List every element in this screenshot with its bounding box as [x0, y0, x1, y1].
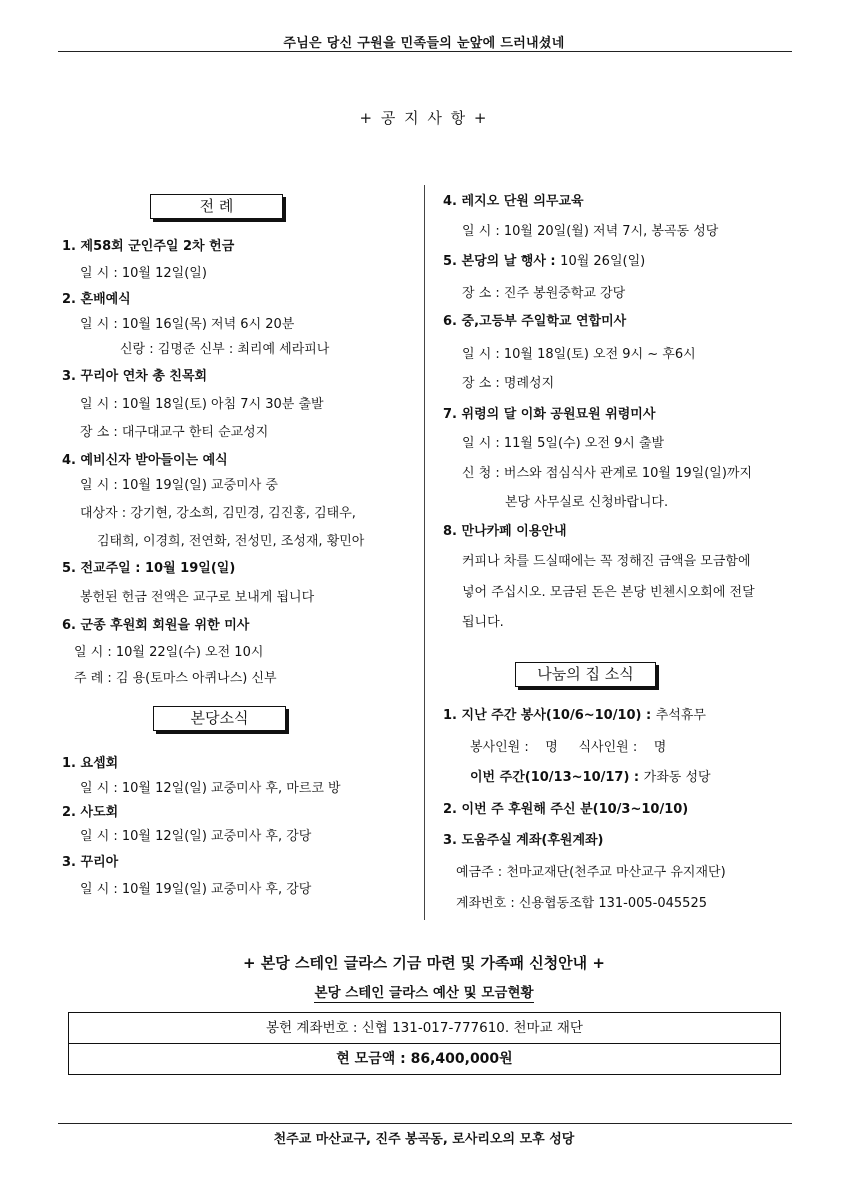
fund-account-row: 봉헌 계좌번호 : 신협 131-017-777610. 천마교 재단: [69, 1013, 780, 1044]
footer-parish-name: 천주교 마산교구, 진주 봉곡동, 로사리오의 모후 성당: [273, 1132, 575, 1147]
parish-item-3-line: 일 시 : 10월 19일(일) 교중미사 후, 강당: [80, 882, 312, 897]
right-item-6-line-2: 장 소 : 명례성지: [462, 376, 555, 391]
sharing-item-1-title: [443, 704, 706, 723]
left-item-2-line-2: 신랑 : 김명준 신부 : 최리예 세라피나: [120, 342, 330, 357]
left-item-6-title: 6. 군종 후원회 회원을 위한 미사: [62, 618, 250, 633]
parish-item-2-line: 일 시 : 10월 12일(일) 교중미사 후, 강당: [80, 829, 312, 844]
right-item-5-label: 5. 본당의 날 행사 :: [443, 254, 561, 269]
right-item-8-line-3: 됩니다.: [462, 615, 504, 630]
sharing-item-1-label: 1. 지난 주간 봉사(10/6~10/10) :: [443, 708, 656, 723]
sharing-item-1-line-1: 봉사인원 : 명 식사인원 : 명: [470, 740, 667, 755]
left-item-1-title: 1. 제58회 군인주일 2차 헌금: [62, 239, 235, 254]
left-item-5-title: 5. 전교주일 : 10월 19일(일): [62, 561, 236, 576]
left-item-1-line: 일 시 : 10월 12일(일): [80, 266, 207, 281]
parish-item-1-line: 일 시 : 10월 12일(일) 교중미사 후, 마르코 방: [80, 781, 341, 796]
right-item-7-line-2: 신 청 : 버스와 점심식사 관계로 10월 19일(일)까지: [462, 466, 753, 481]
right-item-7-line-3: 본당 사무실로 신청바랍니다.: [505, 495, 669, 510]
left-item-4-line-3: 김태희, 이경희, 전연화, 전성민, 조성재, 황민아: [97, 534, 365, 549]
left-item-3-line-1: 일 시 : 10월 18일(토) 아침 7시 30분 출발: [80, 397, 324, 412]
right-item-8-line-2: 넣어 주십시오. 모금된 돈은 본당 빈첸시오회에 전달: [462, 585, 755, 600]
sharing-item-1-value: 추석휴무: [655, 708, 706, 723]
fund-subtitle-text: 본당 스테인 글라스 예산 및 모금현황: [314, 985, 534, 1001]
bulletin-header-verse: 주님은 당신 구원을 민족들의 눈앞에 드러내셨네: [283, 36, 565, 51]
left-item-2-title: 2. 혼배예식: [62, 292, 131, 307]
right-item-7-title: 7. 위령의 달 이화 공원묘원 위령미사: [443, 407, 656, 422]
fund-subtitle: [0, 981, 848, 1001]
fund-total-row: 현 모금액 : 86,400,000원: [336, 1051, 513, 1067]
sharing-item-3-title: 3. 도움주실 계좌(후원계좌): [443, 833, 604, 848]
sharing-item-2-title: 2. 이번 주 후원해 주신 분(10/3~10/10): [443, 802, 689, 817]
left-item-4-line-2: 대상자 : 강기현, 강소희, 김민경, 김진홍, 김태우,: [80, 506, 356, 521]
left-item-3-title: 3. 꾸리아 연차 총 친목회: [62, 369, 208, 384]
fund-announcement-title: + 본당 스테인 글라스 기금 마련 및 가족패 신청안내 +: [243, 954, 605, 972]
right-item-4-title: 4. 레지오 단원 의무교육: [443, 194, 584, 209]
right-item-6-title: 6. 중,고등부 주일학교 연합미사: [443, 314, 627, 329]
right-item-7-line-1: 일 시 : 11월 5일(수) 오전 9시 출발: [462, 436, 665, 451]
right-item-5-line: 장 소 : 진주 봉원중학교 강당: [462, 286, 626, 301]
left-item-6-line-2: 주 례 : 김 용(토마스 아퀴나스) 신부: [74, 671, 277, 686]
left-item-2-line-1: 일 시 : 10월 16일(목) 저녁 6시 20분: [80, 317, 295, 332]
sharing-item-3-line-1: 예금주 : 천마교재단(천주교 마산교구 유지재단): [456, 865, 726, 880]
notice-title: + 공 지 사 항 +: [359, 109, 489, 127]
section-title-liturgy: 전 례: [150, 194, 283, 219]
sharing-item-1-next-week-value: 가좌동 성당: [643, 770, 711, 785]
left-item-6-line-1: 일 시 : 10월 22일(수) 오전 10시: [74, 645, 264, 660]
sharing-item-1-next-week-label: 이번 주간(10/13~10/17) :: [470, 770, 644, 785]
parish-item-3-title: 3. 꾸리아: [62, 855, 119, 870]
footer-rule: [58, 1123, 792, 1124]
fund-table: [68, 1012, 781, 1075]
section-title-sharing-house: 나눔의 집 소식: [515, 662, 656, 687]
right-item-6-line-1: 일 시 : 10월 18일(토) 오전 9시 ~ 후6시: [462, 347, 696, 362]
left-item-4-title: 4. 예비신자 받아들이는 예식: [62, 453, 228, 468]
right-item-8-line-1: 커피나 차를 드실때에는 꼭 정해진 금액을 모금함에: [462, 554, 751, 569]
column-divider: [424, 185, 425, 920]
sharing-item-3-line-2: 계좌번호 : 신용협동조합 131-005-045525: [456, 896, 707, 911]
sharing-item-1-line-2: [470, 766, 711, 785]
left-item-3-line-2: 장 소 : 대구대교구 한티 순교성지: [80, 425, 269, 440]
left-item-5-line-1: 봉헌된 헌금 전액은 교구로 보내게 됩니다: [80, 590, 315, 605]
right-item-4-line: 일 시 : 10월 20일(월) 저녁 7시, 봉곡동 성당: [462, 224, 719, 239]
section-title-parish-news: 본당소식: [153, 706, 286, 731]
parish-item-2-title: 2. 사도회: [62, 805, 119, 820]
right-item-5-title: [443, 250, 645, 269]
left-item-4-line-1: 일 시 : 10월 19일(일) 교중미사 중: [80, 478, 278, 493]
header-rule: [58, 51, 792, 52]
parish-item-1-title: 1. 요셉회: [62, 756, 119, 771]
right-item-5-value: 10월 26일(일): [560, 254, 646, 269]
right-item-8-title: 8. 만나카페 이용안내: [443, 524, 567, 539]
